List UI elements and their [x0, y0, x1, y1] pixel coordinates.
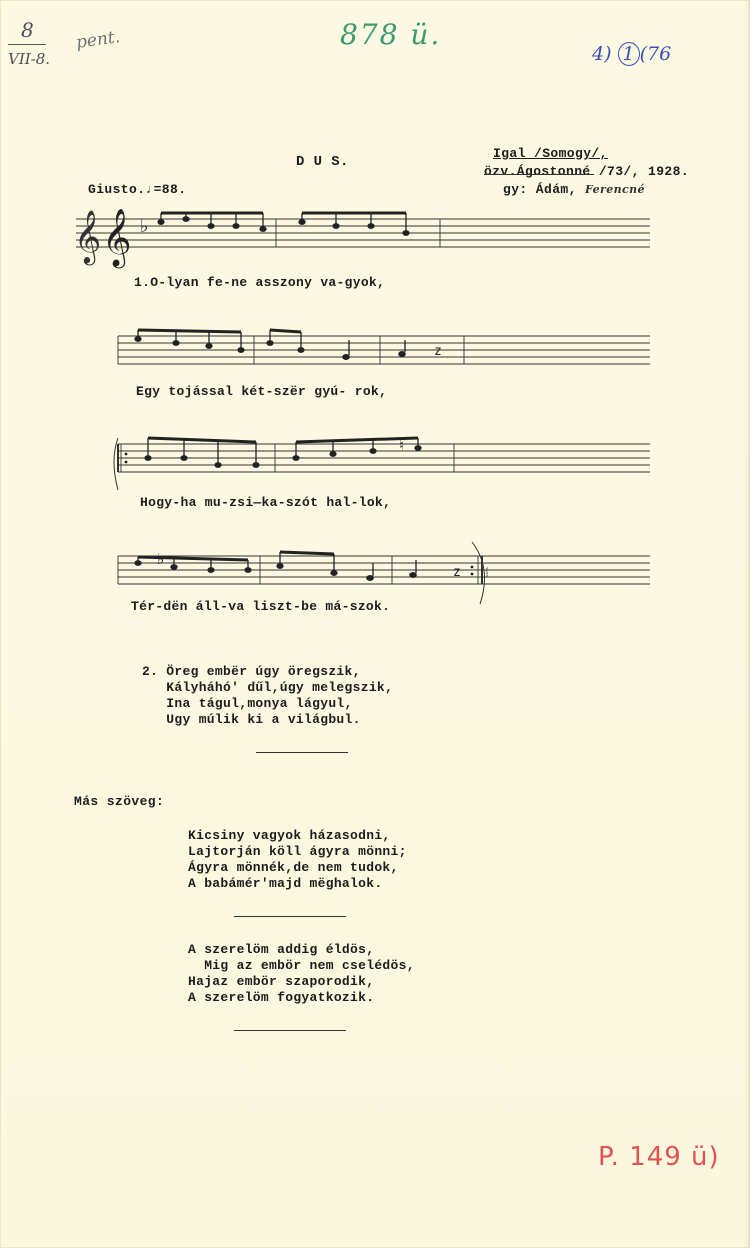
- verse-2-line-1: 2. Öreg embër úgy öregszik,: [142, 664, 361, 679]
- place-line: Igal /Somogy/,: [493, 146, 608, 161]
- verse-2-line-3: Ina tágul,monya lágyul,: [142, 696, 353, 711]
- other-text-stanza-2: [188, 942, 415, 1006]
- informant-strike: [484, 174, 594, 175]
- top-left-sub: VII-8.: [8, 50, 51, 68]
- verse-2-line-2: Kályháhó' dűl,úgy melegszik,: [142, 680, 394, 695]
- other-text-label: Más szöveg:: [74, 794, 165, 809]
- separator-2: [234, 916, 346, 917]
- staff-line-3: [108, 432, 660, 498]
- stanza-1-line-4: A babámér'majd mëghalok.: [188, 876, 383, 891]
- lyric-line-4: Tér-dën áll-va liszt-be má-szok.: [131, 599, 391, 614]
- stanza-2-line-3: Hajaz embör szaporodik,: [188, 974, 375, 989]
- svg-text:♭: ♭: [140, 216, 149, 237]
- stanza-2-line-2: Mig az embör nem cselédös,: [188, 958, 415, 973]
- other-text-stanza-1: [188, 828, 407, 892]
- tempo-marking: Giusto.♩=88.: [88, 182, 187, 197]
- collector-label: gy: Ádám,: [503, 182, 577, 197]
- svg-text:♮: ♮: [399, 438, 405, 454]
- stanza-1-line-2: Lajtorján köll ágyra mönni;: [188, 844, 407, 859]
- collector-line: [503, 182, 645, 197]
- verse-2-line-4: Ugy múlik ki a világbul.: [142, 712, 361, 727]
- stanza-2-line-1: A szerelöm addig éldös,: [188, 942, 375, 957]
- stanza-1-line-1: Kicsiny vagyok házasodni,: [188, 828, 391, 843]
- svg-text:𝄞: 𝄞: [74, 209, 102, 263]
- top-right-suffix: (76: [639, 43, 672, 65]
- stanza-2-line-4: A szerelöm fogyatkozik.: [188, 990, 375, 1005]
- paper-edge: [744, 0, 750, 1248]
- separator-1: [256, 752, 348, 753]
- staff-line-2: [108, 322, 660, 382]
- stanza-1-line-3: Ágyra mönnék,de nem tudok,: [188, 860, 399, 875]
- top-right-prefix: 4): [592, 43, 612, 65]
- song-title: D U S.: [296, 154, 349, 170]
- svg-text:𝆃: 𝆃: [486, 566, 489, 581]
- separator-3: [234, 1030, 346, 1031]
- top-center-note: 878 ü.: [340, 18, 442, 51]
- archive-stamp: P. 149 ü): [598, 1142, 720, 1172]
- svg-text:z: z: [434, 344, 442, 359]
- lyric-line-2: Egy tojással két-szër gyú- rok,: [136, 384, 388, 399]
- lyric-line-3: Hogy-ha mu-zsi—ka-szót hal-lok,: [140, 495, 392, 510]
- top-right-note: [592, 42, 671, 66]
- collector-handwritten: Ferencné: [585, 183, 645, 196]
- top-left-number: 8: [21, 18, 34, 42]
- lyric-line-1: 1.O-lyan fe-ne asszony va-gyok,: [134, 275, 386, 290]
- verse-2: [142, 664, 393, 728]
- fraction-line: [8, 44, 46, 45]
- staff-line-1: [66, 200, 660, 270]
- svg-text:𝄞: 𝄞: [102, 208, 132, 266]
- circled-number: 1: [618, 42, 640, 66]
- informant-line: özv.Ágostonné /73/, 1928.: [484, 164, 690, 179]
- svg-text:z: z: [453, 565, 461, 580]
- top-left-word: pent.: [74, 27, 122, 53]
